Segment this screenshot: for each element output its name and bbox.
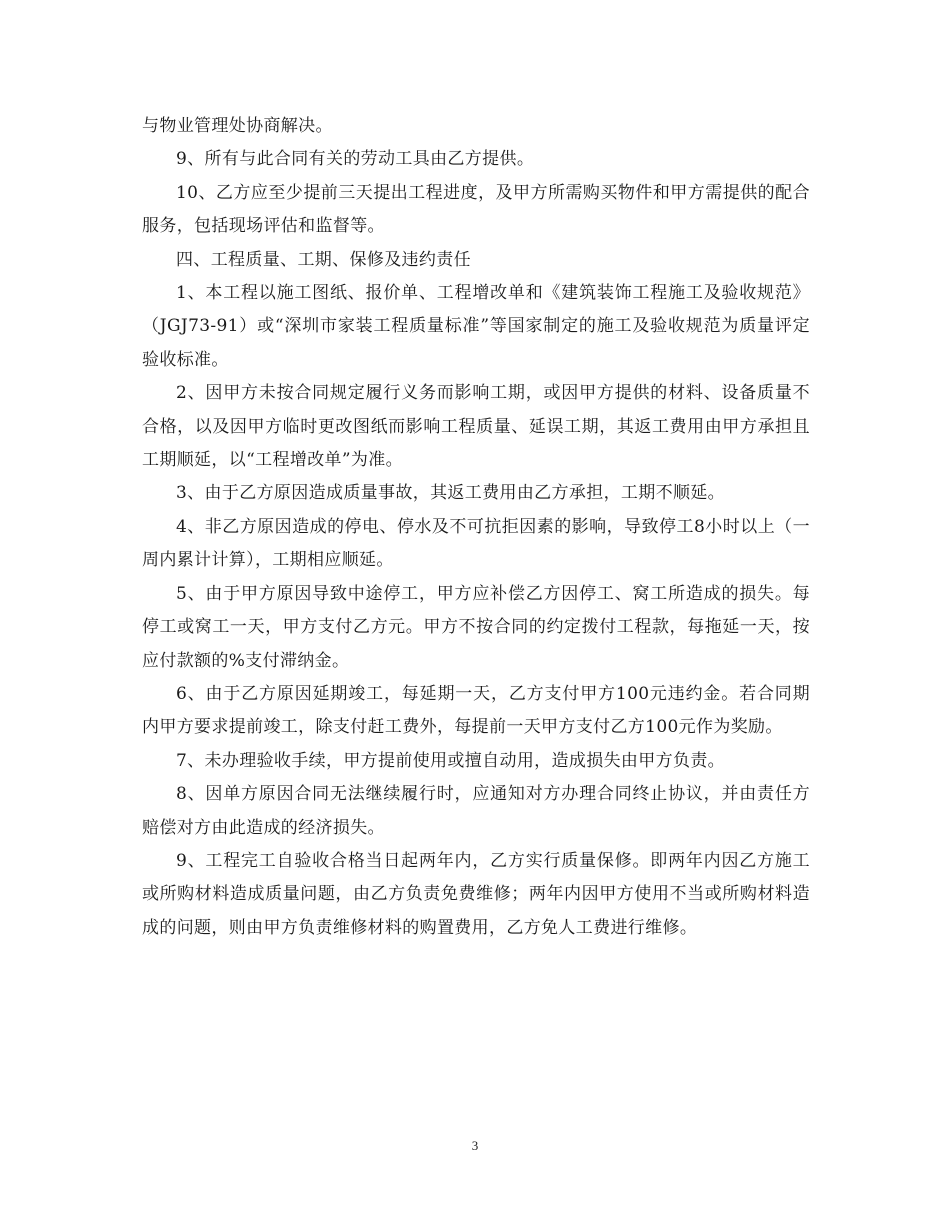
paragraph-clause-1-standards: 1、本工程以施工图纸、报价单、工程增改单和《建筑装饰工程施工及验收规范》（JGJ73-91）或“深圳市家装工程质量标准”等国家制定的施工及验收规范为质量评定验收标准。 (142, 283, 810, 370)
paragraph-clause-7-acceptance: 7、未办理验收手续，甲方提前使用或擅自动用，造成损失由甲方负责。 (176, 750, 726, 771)
paragraph-continuation: 与物业管理处协商解决。 (142, 116, 333, 136)
paragraph-clause-8-termination: 8、因单方原因合同无法继续履行时，应通知对方办理合同终止协议，并由责任方赔偿对方由此造成的经济损失。 (142, 784, 810, 838)
paragraph-clause-9-tools: 9、所有与此合同有关的劳动工具由乙方提供。 (176, 149, 535, 170)
paragraph-clause-10-schedule: 10、乙方应至少提前三天提出工程进度，及甲方所需购买物件和甲方需提供的配合服务，包括现场评估和监督等。 (142, 182, 810, 237)
document-body (142, 110, 810, 945)
paragraph-clause-4-force-majeure: 4、非乙方原因造成的停电、停水及不可抗拒因素的影响，导致停工8小时以上（一周内累计计算），工期相应顺延。 (142, 516, 810, 571)
paragraph-clause-2-party-a-delay: 2、因甲方未按合同规定履行义务而影响工期，或因甲方提供的材料、设备质量不合格，以及因甲方临时更改图纸而影响工程质量、延误工期，其返工费用由甲方承担且工期顺延，以“工程增改单”为准。 (142, 383, 810, 471)
paragraph-clause-9-warranty: 9、工程完工自验收合格当日起两年内，乙方实行质量保修。即两年内因乙方施工或所购材料造成质量问题，由乙方负责免费维修；两年内因甲方使用不当或所购材料造成的问题，则由甲方负责维修材料的购置费用，乙方免人工费进行维修。 (142, 850, 810, 938)
page-number: 3 (471, 1138, 479, 1153)
paragraph-clause-5-compensation: 5、由于甲方原因导致中途停工，甲方应补偿乙方因停工、窝工所造成的损失。每停工或窝工一天，甲方支付乙方元。甲方不按合同的约定拨付工程款，每拖延一天，按应付款额的%支付滞纳金。 (142, 583, 810, 671)
section-heading-quality: 四、工程质量、工期、保修及违约责任 (176, 249, 471, 270)
paragraph-clause-3-quality-accident: 3、由于乙方原因造成质量事故，其返工费用由乙方承担，工期不顺延。 (176, 483, 726, 504)
paragraph-clause-6-penalty: 6、由于乙方原因延期竣工，每延期一天，乙方支付甲方100元违约金。若合同期内甲方要求提前竣工，除支付赶工费外，每提前一天甲方支付乙方100元作为奖励。 (142, 683, 810, 738)
